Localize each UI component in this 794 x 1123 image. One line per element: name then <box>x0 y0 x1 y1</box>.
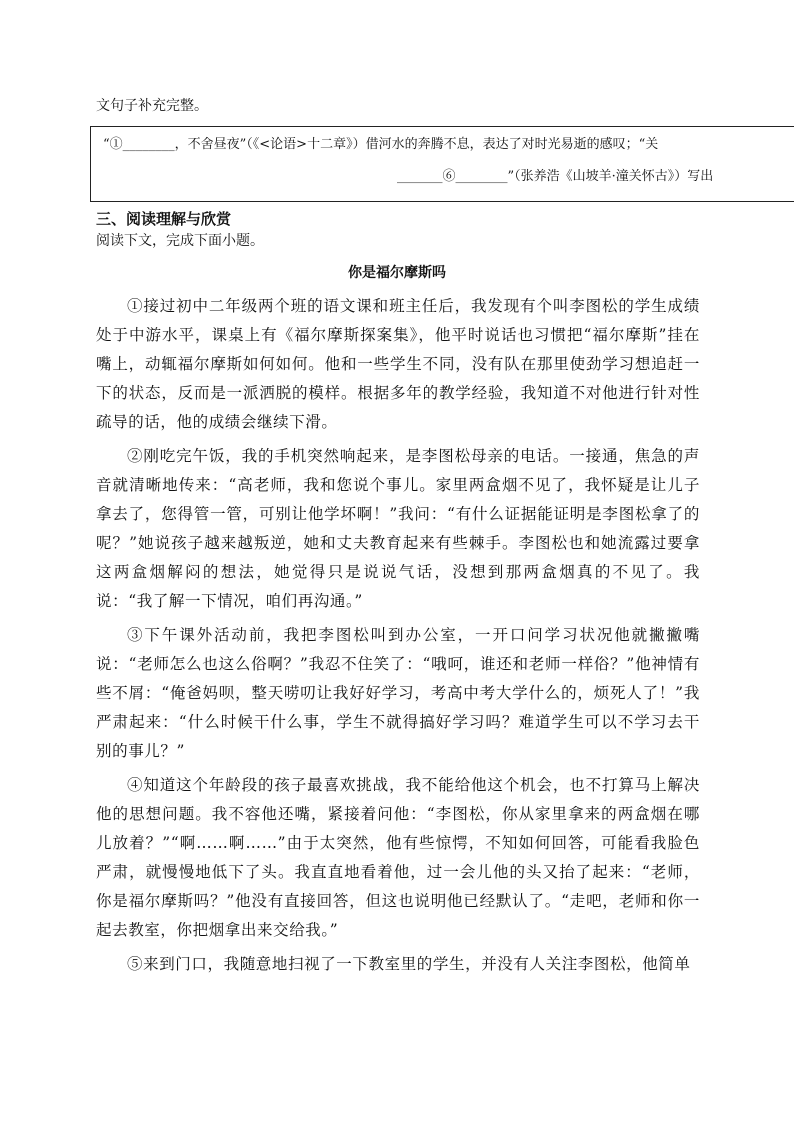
lead-text: 文句子补充完整。 <box>96 98 208 114</box>
article-body <box>96 292 700 984</box>
section-heading: 三、阅读理解与欣赏 <box>96 210 232 228</box>
article-paragraph-4: ④知道这个年龄段的孩子最喜欢挑战，我不能给他这个机会，也不打算马上解决他的思想问题。我不容他还嘴，紧接着问他：“李图松，你从家里拿来的两盒烟在哪儿放着？”“啊……啊……”由于太突然，他有些惊愕，不知如何回答，可能看我脸色严肃，就慢慢地低下了头。我直直地看着他，过一会儿他的头又抬了起来：“老师，你是福尔摩斯吗？”他没有直接回答，但这也说明他已经默认了。“走吧，老师和你一起去教室，你把烟拿出来交给我。” <box>96 776 700 939</box>
instruction-text: 阅读下文，完成下面小题。 <box>96 233 264 249</box>
article-paragraph-2: ②刚吃完午饭，我的手机突然响起来，是李图松母亲的电话。一接通，焦急的声音就清晰地传来：“高老师，我和您说个事儿。家里两盒烟不见了，我怀疑是让儿子拿去了，您得管一管，可别让他学坏啊！”我问：“有什么证据能证明是李图松拿了的呢？”她说孩子越来越叛逆，她和丈夫教育起来有些棘手。李图松也和她流露过要拿这两盒烟解闷的想法，她觉得只是说说气话，没想到那两盒烟真的不见了。我说：“我了解一下情况，咱们再沟通。” <box>96 447 700 610</box>
article-title: 你是福尔摩斯吗 <box>348 265 446 281</box>
article-paragraph-5: ⑤来到门口，我随意地扫视了一下教室里的学生，并没有人关注李图松，他简单 <box>127 955 691 973</box>
fill-in-line-1: “①________，不舍昼夜”（《<论语>十二章》）借河水的奔腾不息，表达了对时光易逝的感叹；“关 <box>103 137 659 152</box>
article-paragraph-1: ①接过初中二年级两个班的语文课和班主任后，我发现有个叫李图松的学生成绩处于中游水平，课桌上有《福尔摩斯探案集》，他平时说话也习惯把“福尔摩斯”挂在嘴上，动辄福尔摩斯如何如何。他和一些学生不同，没有队在那里使劲学习想追赶一下的状态，反而是一派洒脱的模样。根据多年的教学经验，我知道不对他进行针对性疏导的话，他的成绩会继续下滑。 <box>96 297 700 431</box>
fill-in-line-2: _______⑥________”（张养浩《山坡羊·潼关怀古》）写出 <box>397 169 714 184</box>
article-paragraph-3: ③下午课外活动前，我把李图松叫到办公室，一开口问学习状况他就撇撇嘴说：“老师怎么也这么俗啊？”我忍不住笑了：“哦呵，谁还和老师一样俗？”他神情有些不屑：“俺爸妈呗，整天唠叨让我好好学习，考高中考大学什么的，烦死人了！”我严肃起来：“什么时候干什么事，学生不就得搞好学习吗？难道学生可以不学习去干别的事儿？” <box>96 626 700 760</box>
fill-in-box <box>90 126 794 202</box>
